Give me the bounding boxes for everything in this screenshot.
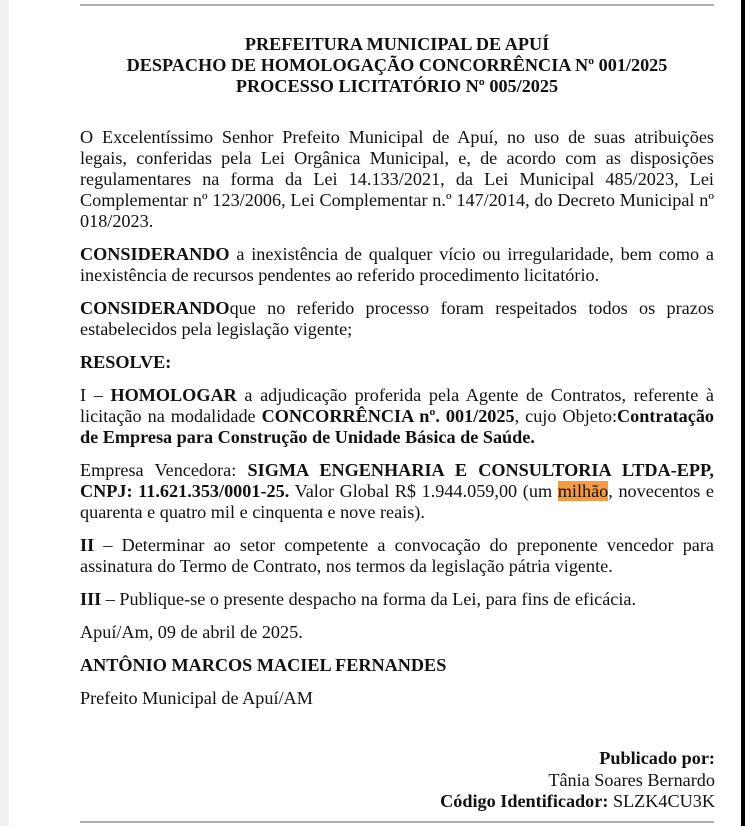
item-3-paragraph xyxy=(80,589,714,610)
resolve-label: RESOLVE: xyxy=(80,352,172,372)
published-by-label-text: Publicado por: xyxy=(599,748,715,768)
document-page xyxy=(80,34,714,709)
item-1-cujo: , cujo Objeto: xyxy=(514,406,618,426)
heading-processo: PROCESSO LICITATÓRIO Nº 005/2025 xyxy=(235,76,559,96)
empresa-label: Empresa Vencedora: xyxy=(80,460,248,480)
considerando-label: CONSIDERANDO xyxy=(80,244,230,264)
valor-text: Valor Global R$ 1.944.059,00 (um xyxy=(289,481,558,501)
identifier-code-value: SLZK4CU3K xyxy=(608,791,715,811)
item-3-prefix: III xyxy=(80,589,102,609)
identifier-code-label: Código Identificador: xyxy=(440,791,609,811)
homologar-label: HOMOLOGAR xyxy=(110,385,237,405)
item-2-prefix: II xyxy=(80,535,95,555)
published-by-label xyxy=(440,748,715,770)
signatory-name xyxy=(80,655,714,676)
document-heading xyxy=(80,34,714,97)
considerando-text: a inexistência de qualquer vício ou irregularidade, bem como a inexistência de recursos pendentes ao referido procedimento licitatório. xyxy=(80,244,714,285)
identifier-code-line xyxy=(440,791,715,813)
date-line: Apuí/Am, 09 de abril de 2025. xyxy=(80,622,303,642)
considerando-label: CONSIDERANDO xyxy=(80,298,230,318)
objeto-value: Contratação de Empresa para Construção de Unidade Básica de Saúde. xyxy=(80,406,715,447)
empresa-paragraph xyxy=(80,460,714,523)
bottom-divider xyxy=(80,821,714,823)
considerando-paragraph-1 xyxy=(80,244,714,286)
valor-rest: , novecentos e quarenta e quatro mil e cinquenta e nove reais). xyxy=(80,481,715,522)
viewer-left-margin xyxy=(0,0,9,826)
highlighted-word: milhão xyxy=(557,481,609,501)
item-1-text: a adjudicação proferida pela Agente de Contratos, referente à licitação na modalidade xyxy=(80,385,714,426)
item-2-paragraph xyxy=(80,535,714,577)
publication-block xyxy=(440,748,715,813)
item-1-paragraph xyxy=(80,385,714,448)
intro-paragraph: O Excelentíssimo Senhor Prefeito Municipal de Apuí, no uso de suas atribuições legais, conferidas pela Lei Orgânica Municipal, e, de acordo com as disposições regulamentares na forma da Lei 14.133/2021, da Lei Municipal 485/2023, Lei Complementar nº 123/2006, Lei Complementar n.º 147/2014, do Decreto Municipal nº 018/2023. xyxy=(80,127,714,231)
item-2-text: – Determinar ao setor competente a convocação do preponente vencedor para assinatura do Termo de Contrato, nos termos da legislação pátria vigente. xyxy=(80,535,714,576)
considerando-paragraph-2 xyxy=(80,298,714,340)
item-3-text: – Publique-se o presente despacho na forma da Lei, para fins de eficácia. xyxy=(101,589,637,609)
considerando-text: que no referido processo foram respeitados todos os prazos estabelecidos pela legislação vigente; xyxy=(80,298,714,339)
resolve-heading xyxy=(80,352,714,373)
signatory-title: Prefeito Municipal de Apuí/AM xyxy=(80,688,313,708)
signatory-name-text: ANTÔNIO MARCOS MACIEL FERNANDES xyxy=(80,655,447,675)
top-divider xyxy=(80,4,714,6)
heading-despacho: DESPACHO DE HOMOLOGAÇÃO CONCORRÊNCIA Nº 001/2025 xyxy=(126,55,668,75)
empresa-name: SIGMA ENGENHARIA E CONSULTORIA LTDA-EPP, CNPJ: 11.621.353/0001-25. xyxy=(80,460,714,501)
modalidade-value: CONCORRÊNCIA nº. 001/2025 xyxy=(261,406,515,426)
heading-municipality: PREFEITURA MUNICIPAL DE APUÍ xyxy=(244,34,550,54)
item-1-prefix: I – xyxy=(80,385,111,405)
publisher-name: Tânia Soares Bernardo xyxy=(548,769,715,790)
